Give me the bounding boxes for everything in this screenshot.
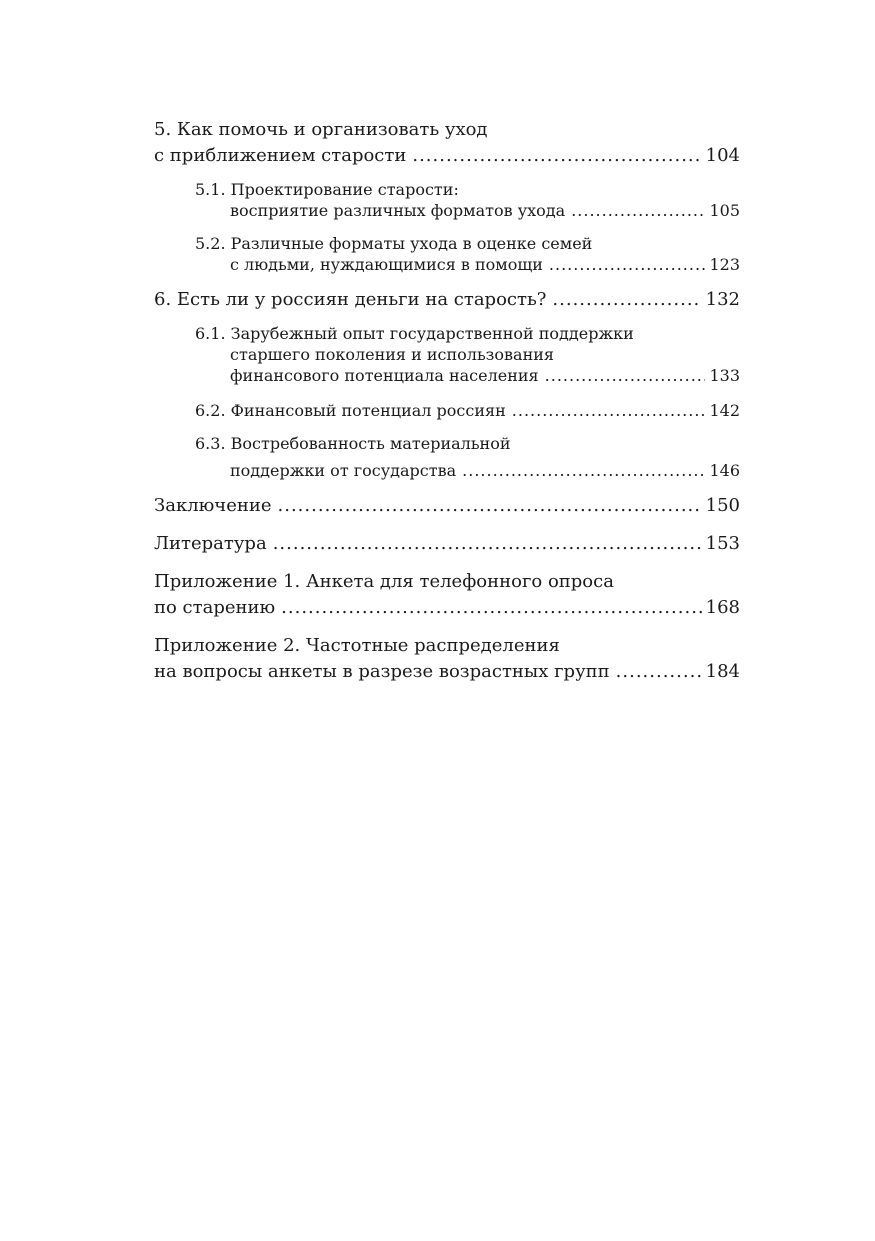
toc-entry-title: Заключение (154, 495, 272, 516)
toc-line (195, 400, 740, 421)
toc-entry-title: 5.1. Проектирование старости: (195, 180, 459, 199)
toc-leader-dots (512, 400, 706, 421)
toc-entry-title: Литература (154, 533, 267, 554)
toc-leader-dots (571, 200, 705, 221)
toc-line (195, 344, 740, 365)
toc-line (154, 287, 740, 313)
toc-entry-title: восприятие различных форматов ухода (230, 201, 566, 220)
toc-entry-title: 6.3. Востребованность материальной (195, 434, 511, 453)
toc-entry-chapter-6[interactable] (154, 287, 740, 313)
toc-entry-title: старшего поколения и использования (230, 345, 554, 364)
toc-entry-title: по старению (154, 597, 276, 618)
toc-page-number: 184 (705, 661, 740, 682)
toc-entry-section-6-3[interactable] (195, 433, 740, 481)
toc-page-number: 153 (705, 533, 740, 554)
toc-entry-literature[interactable] (154, 531, 740, 557)
toc-entry-title: с людьми, нуждающимися в помощи (230, 255, 543, 274)
toc-leader-dots (412, 143, 701, 169)
toc-entry-title: 6. Есть ли у россиян деньги на старость? (154, 289, 547, 310)
toc-line (195, 365, 740, 386)
toc-entry-title: 6.2. Финансовый потенциал россиян (195, 401, 506, 420)
toc-entry-section-6-2[interactable] (195, 400, 740, 421)
toc-line (195, 254, 740, 275)
toc-line (154, 595, 740, 621)
toc-leader-dots (545, 365, 706, 386)
toc-page-number: 105 (709, 201, 740, 220)
toc-line (154, 493, 740, 519)
toc-entry-title: поддержки от государства (230, 461, 457, 480)
toc-entry-chapter-5[interactable] (154, 117, 740, 169)
toc-leader-dots (552, 287, 701, 313)
toc-line (154, 143, 740, 169)
toc-page-number: 133 (709, 366, 740, 385)
toc-line (154, 633, 740, 659)
toc-entry-section-6-1[interactable] (195, 323, 740, 386)
toc-leader-dots (273, 531, 702, 557)
toc-line (195, 233, 740, 254)
toc-line (195, 323, 740, 344)
toc-leader-dots (549, 254, 706, 275)
toc-entry-title: Приложение 2. Частотные распределения (154, 635, 560, 656)
toc-page-number: 150 (705, 495, 740, 516)
toc-entry-title: 5. Как помочь и организовать уход (154, 119, 488, 140)
toc-page-number: 132 (705, 289, 740, 310)
toc-entry-title: 5.2. Различные форматы ухода в оценке семей (195, 234, 593, 253)
toc-line (195, 433, 740, 454)
toc-entry-appendix-2[interactable] (154, 633, 740, 685)
toc-line (195, 460, 740, 481)
toc-entry-title: на вопросы анкеты в разрезе возрастных групп (154, 661, 610, 682)
table-of-contents (154, 117, 740, 685)
toc-entry-title: 6.1. Зарубежный опыт государственной поддержки (195, 324, 634, 343)
toc-page-number: 146 (709, 461, 740, 480)
toc-leader-dots (278, 493, 702, 519)
toc-line (154, 659, 740, 685)
toc-page-number: 123 (709, 255, 740, 274)
toc-page-number: 142 (709, 401, 740, 420)
toc-line (154, 117, 740, 143)
toc-line (195, 179, 740, 200)
toc-entry-section-5-1[interactable] (195, 179, 740, 221)
toc-entry-conclusion[interactable] (154, 493, 740, 519)
toc-entry-title: финансового потенциала населения (230, 366, 539, 385)
toc-line (195, 200, 740, 221)
toc-entry-title: с приближением старости (154, 145, 407, 166)
toc-line (154, 569, 740, 595)
toc-entry-title: Приложение 1. Анкета для телефонного опроса (154, 571, 614, 592)
toc-line (154, 531, 740, 557)
toc-page-number: 104 (705, 145, 740, 166)
toc-leader-dots (616, 659, 702, 685)
toc-leader-dots (281, 595, 701, 621)
toc-entry-section-5-2[interactable] (195, 233, 740, 275)
toc-entry-appendix-1[interactable] (154, 569, 740, 621)
toc-page-number: 168 (705, 597, 740, 618)
toc-leader-dots (462, 460, 705, 481)
